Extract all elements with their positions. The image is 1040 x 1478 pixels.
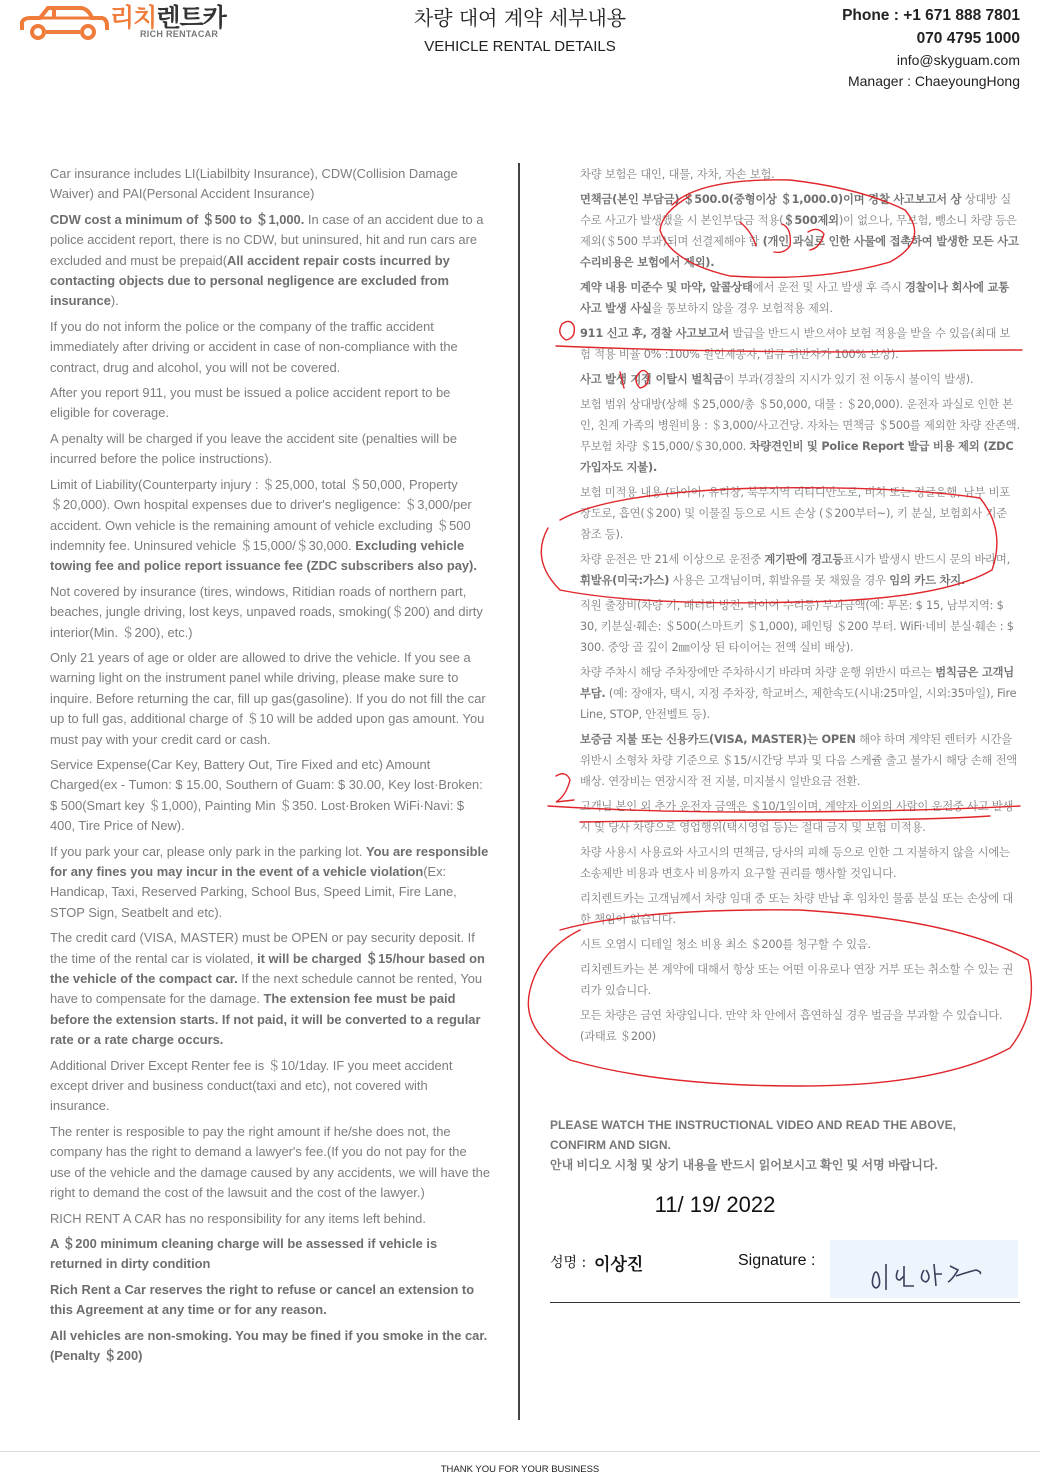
handwritten-signature <box>830 1240 1018 1298</box>
korean-term-paragraph: 보험 미적용 내용 (타이어, 유리창, 북부지역 리티디안도로, 비치 또는 정글운행, 남부 비포장도로, 흡연(＄200) 및 이물질 등으로 시트 손상 (＄200부터~), 키 분실, 보험회사 기준 참조 등). <box>580 486 1011 541</box>
korean-term-paragraph: 보증금 지불 또는 신용카드(VISA, MASTER)는 OPEN 해야 하며 계약된 렌터카 시간을 위반시 소형차 차량 기준으로 ＄15/시간당 부과 및 다음 스케쥴 출고 불가시 해당 손해 전액 배상. 연장비는 연장시작 전 지불, 미지불시 일반요금 전환. <box>580 733 1017 788</box>
english-term-paragraph: Rich Rent a Car reserves the right to refuse or cancel an extension to this Agreement at any time or for any reason. <box>50 1281 475 1318</box>
english-term-paragraph: Not covered by insurance (tires, windows, Ritidian roads of northern part, beaches, jungle driving, lost keys, unpaved roads, smoking(＄200) and dirty interior(Min. ＄200), etc.) <box>50 583 483 640</box>
english-term-paragraph: The renter is resposible to pay the right amount if he/she does not, the company has the right to demand a lawyer's fee.(If you do not pay for the use of the vehicle and the damage caused by any accidents, we will have the right to demand the cost of the lawsuit and the cost of the lawyer.) <box>50 1123 490 1201</box>
header <box>0 0 1040 100</box>
english-term-paragraph: A penalty will be charged if you leave the accident site (penalties will be incurred before the police instructions). <box>50 430 458 467</box>
korean-term-paragraph: 차량 운전은 만 21세 이상으로 운전중 계기판에 경고등표시가 발생시 반드시 문의 바라며, 휘발유(미국:가스) 사용은 고객님이며, 휘발유를 못 채웠을 경우 임의 카드 차지. <box>580 553 1010 587</box>
english-term-paragraph: Limit of Liability(Counterparty injury : ＄25,000, total ＄50,000, Property ＄20,000). Own hospital expenses due to driver's negligence: ＄3,000/per accident. Own vehicle is the remaining amount of vehicle excluding ＄500 indemnity fee. Uninsured vehicle ＄15,000/＄30,000. Excluding vehicle towing fee and police report issuance fee (ZDC subscribers also pay). <box>50 476 477 574</box>
logo-korean: 리치렌트카 <box>110 3 226 32</box>
annotation-number-2 <box>556 774 574 802</box>
korean-term-paragraph: 직원 출장비(차량 키, 배터리 방전, 타이어 수리등) 부과금액(예: 투몬: $ 15, 남부지역: $ 30, 키분실·훼손: ＄500(스마트키 ＄1,000), 페인팅 ＄200 부터. WiFi·네비 분실·훼손 : $ 300. 중앙 골 깊이 2㎜이상 된 타이어는 전액 실비 배상). <box>580 599 1014 654</box>
annotation-number-1 <box>560 321 575 340</box>
email: info@skyguam.com <box>896 52 1020 68</box>
footer-divider <box>0 1451 1040 1452</box>
signature-label: Signature : <box>738 1252 816 1269</box>
english-term-paragraph: RICH RENT A CAR has no responsibility for any items left behind. <box>50 1210 426 1226</box>
logo-english: RICH RENTACAR <box>140 29 219 39</box>
english-term-paragraph: Only 21 years of age or older are allowed to drive the vehicle. If you see a warning light on the instrument panel while driving, please make sure to inquire. Before returning the car, fill up gas(gasoline). If you do not fill the car up to full gas, additional charge of ＄10 will be added upon gas amount. You must pay with your credit card or cash. <box>50 649 486 747</box>
english-term-paragraph: After you report 911, you must be issued a police accident report to be eligible for coverage. <box>50 385 451 421</box>
name-value: 이상진 <box>594 1255 644 1275</box>
english-term-paragraph: The credit card (VISA, MASTER) must be OPEN or pay security deposit. If the time of the rental car is violated, it will be charged ＄15/hour based on the vehicle of the compact car. If the next schedule cannot be rented, You have to compensate for the damage. The extension fee must be paid before the extension starts. If not paid, it will be converted to a regular rate or a rate charge occurs. <box>50 930 485 1048</box>
english-terms-column <box>50 164 490 1371</box>
column-divider <box>518 163 520 1420</box>
english-term-paragraph: A ＄200 minimum cleaning charge will be assessed if vehicle is returned in dirty condition <box>50 1235 438 1272</box>
korean-term-paragraph: 면책금(본인 부담금) ＄500.0(중형이상 ＄1,000.0)이며 경찰 사고보고서 상 상대방 실수로 사고가 발생했을 시 본인부담금 적용(＄500제외)이 없으나, 무보험, 뺑소니 차량 등은 제외(＄500 부과)되며 선결제해야 함 (개인 과실로 인한 사물에 접촉하여 발생한 모든 사고 수리비용은 보험에서 제외). <box>580 193 1019 269</box>
contact-block <box>842 4 1020 92</box>
korean-term-paragraph: 리치렌트카는 본 계약에 대해서 항상 또는 어떤 이유로나 연장 거부 또는 취소할 수 있는 권리가 있습니다. <box>580 963 1014 997</box>
title-korean: 차량 대여 계약 세부내용 <box>413 6 627 30</box>
korean-term-paragraph: 계약 내용 미준수 및 마약, 알콜상태에서 운전 및 사고 발생 후 즉시 경찰이나 회사에 교통 사고 발생 사실을 통보하지 않을 경우 보험적용 제외. <box>580 281 1009 315</box>
english-term-paragraph: If you park your car, please only park in the parking lot. You are responsible for any fines you may incur in the event of a vehicle violation(Ex: Handicap, Taxi, Reserved Parking, School Bus, Speed Limit, Fire Lane, STOP Sign, Seatbelt and etc). <box>50 843 489 920</box>
manager: Manager : ChaeyoungHong <box>847 73 1020 89</box>
title-english: VEHICLE RENTAL DETAILS <box>424 38 616 55</box>
korean-term-paragraph: 모든 차량은 금연 차량입니다. 만약 차 안에서 흡연하실 경우 벌금을 부과할 수 있습니다. (과태료 ＄200) <box>580 1009 1003 1043</box>
english-term-paragraph: Additional Driver Except Renter fee is ＄10/1day. IF you meet accident except driver and business conduct(taxi and etc), not covered with insurance. <box>50 1057 453 1114</box>
phone-number-kr: 070 4795 1000 <box>916 30 1020 47</box>
english-term-paragraph: If you do not inform the police or the company of the traffic accident immediately after driving or accident in case of non-compliance with the contract, drug and alcohol, you will not be covered. <box>50 318 458 375</box>
korean-term-paragraph: 리치렌트카는 고객님께서 차량 임대 중 또는 차량 반납 후 임차인 물품 분실 또는 손상에 대한 책임이 없습니다. <box>580 892 1014 926</box>
phone-number: Phone : +1 671 888 7801 <box>842 7 1020 24</box>
korean-term-paragraph: 보험 범위 상대방(상해 ＄25,000/총 ＄50,000, 대물 : ＄20,000). 운전자 과실로 인한 본인, 친계 가족의 병원비용 : ＄3,000/사고건당. 자차는 면책금 ＄500를 제외한 차량 잔존액. 무보험 차량 ＄15,000/＄30,000. 차량견인비 및 Police Report 발급 비용 제외 (ZDC 가입자도 지불). <box>580 398 1020 474</box>
name-label: 성명 : <box>550 1255 587 1271</box>
signature-row <box>550 1240 1020 1303</box>
footer-text: THANK YOU FOR YOUR BUSINESS <box>440 1464 600 1475</box>
korean-term-paragraph: 사고 발생 지점 이탈시 벌칙금이 부과(경찰의 지시가 있기 전 이동시 불이익 발생). <box>580 373 974 386</box>
english-term-paragraph: All vehicles are non-smoking. You may be fined if you smoke in the car. (Penalty ＄200) <box>50 1327 488 1363</box>
sign-notice: PLEASE WATCH THE INSTRUCTIONAL VIDEO AND READ THE ABOVE, CONFIRM AND SIGN. 안내 비디오 시청 및 상기 내용을 반드시 읽어보시고 확인 및 서명 바랍니다. <box>550 1118 957 1172</box>
korean-terms-column <box>580 164 1020 1051</box>
korean-term-paragraph: 고객님 본인 외 추가 운전자 금액은 ＄10/1일이며, 계약자 이외의 사람이 운전중 사고 발생시 및 당사 차량으로 영업행위(택시영업 등)는 절대 금지 및 보험 미적용. <box>580 800 1014 834</box>
english-term-paragraph: Service Expense(Car Key, Battery Out, Tire Fixed and etc) Amount Charged(ex - Tumon: $ 15.00, Southern of Guam: $ 30.00, Key lost·Broken: $ 500(Smart key ＄1,000), Painting Min ＄350. Lost·Broken WiFi·Navi: $ 400, Tire Price of New). <box>50 756 483 834</box>
english-term-paragraph: CDW cost a minimum of ＄500 to ＄1,000. In case of an accident due to a police accident report, there is no CDW, but uninsured, hit and run cars are excluded and must be prepaid(All accident repair costs incurred by contacting objects due to personal negligence are excluded from insurance). <box>50 211 484 309</box>
korean-term-paragraph: 차량 보험은 대인, 대물, 자차, 자손 보험. <box>580 168 775 181</box>
korean-term-paragraph: 911 신고 후, 경찰 사고보고서 발급을 반드시 받으셔야 보험 적용을 받을 수 있음(최대 보험 적용 비율 0% :100% 원인제공자, 법규 위반자가 100% 보상). <box>580 327 1011 361</box>
signature-box[interactable] <box>830 1240 1018 1298</box>
korean-term-paragraph: 차량 사용시 사용료와 사고시의 면책금, 당사의 피해 등으로 인한 그 지불하지 않을 시에는 소송제반 비용과 변호사 비용까지 요구할 권리를 행사할 것입니다. <box>580 846 1010 880</box>
korean-term-paragraph: 차량 주차시 해당 주차장에만 주차하시기 바라며 차량 운행 위반시 따르는 범칙금은 고객님 부담. (예: 장애자, 택시, 지정 주차장, 학교버스, 제한속도(시내:25마일, 시외:35마일), Fire Line, STOP, 안전벨트 등). <box>580 666 1017 721</box>
english-term-paragraph: Car insurance includes LI(Liabilbity Insurance), CDW(Collision Damage Waiver) and PAI(Personal Accident Insurance) <box>50 166 458 202</box>
korean-term-paragraph: 시트 오염시 디테일 청소 비용 최소 ＄200를 청구할 수 있음. <box>580 938 871 951</box>
contract-date: 11/ 19/ 2022 <box>654 1192 776 1217</box>
